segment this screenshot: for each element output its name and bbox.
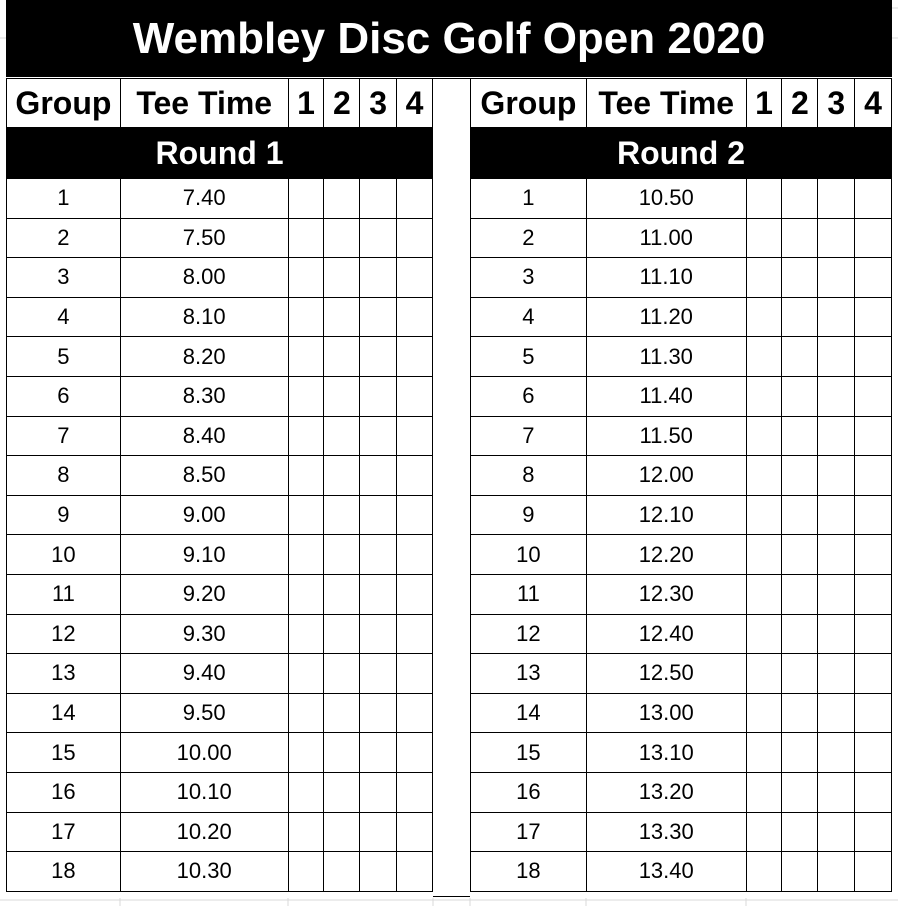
empty-cell-2[interactable] [782, 495, 818, 535]
empty-cell-2[interactable] [782, 337, 818, 377]
header-row [7, 79, 433, 128]
empty-cell-4[interactable] [855, 693, 892, 733]
tee-time: 9.40 [120, 654, 288, 694]
group-number: 1 [7, 179, 121, 219]
empty-cell-1[interactable] [746, 574, 782, 614]
table-row [7, 693, 433, 733]
table-row [471, 297, 892, 337]
tee-time: 10.20 [120, 812, 288, 852]
empty-cell-4[interactable] [397, 258, 433, 298]
header-col-1: 1 [288, 79, 324, 128]
table-row [7, 416, 433, 456]
empty-cell-2[interactable] [324, 456, 360, 496]
tee-time: 8.20 [120, 337, 288, 377]
empty-cell-4[interactable] [855, 218, 892, 258]
empty-cell-4[interactable] [855, 535, 892, 575]
empty-cell-2[interactable] [782, 376, 818, 416]
empty-cell-3[interactable] [360, 179, 397, 219]
empty-cell-1[interactable] [288, 693, 324, 733]
column-gap [433, 78, 470, 897]
table-row [471, 337, 892, 377]
empty-cell-3[interactable] [360, 218, 397, 258]
empty-cell-1[interactable] [288, 654, 324, 694]
empty-cell-4[interactable] [397, 337, 433, 377]
table-row [7, 733, 433, 773]
empty-cell-1[interactable] [746, 495, 782, 535]
group-number: 11 [7, 574, 121, 614]
group-number: 4 [471, 297, 587, 337]
group-number: 4 [7, 297, 121, 337]
table-row [471, 376, 892, 416]
empty-cell-3[interactable] [818, 693, 855, 733]
empty-cell-4[interactable] [855, 772, 892, 812]
empty-cell-2[interactable] [324, 574, 360, 614]
group-number: 8 [471, 456, 587, 496]
empty-cell-4[interactable] [855, 495, 892, 535]
empty-cell-1[interactable] [288, 772, 324, 812]
empty-cell-1[interactable] [746, 297, 782, 337]
header-col-4: 4 [397, 79, 433, 128]
tee-time: 8.40 [120, 416, 288, 456]
group-number: 15 [471, 733, 587, 773]
tee-time: 9.50 [120, 693, 288, 733]
table-row [471, 574, 892, 614]
header-col-4: 4 [855, 79, 892, 128]
empty-cell-2[interactable] [782, 574, 818, 614]
empty-cell-4[interactable] [397, 574, 433, 614]
tee-time: 9.10 [120, 535, 288, 575]
tee-time: 13.20 [586, 772, 746, 812]
empty-cell-4[interactable] [855, 574, 892, 614]
empty-cell-2[interactable] [782, 693, 818, 733]
empty-cell-4[interactable] [397, 654, 433, 694]
empty-cell-2[interactable] [324, 179, 360, 219]
empty-cell-2[interactable] [324, 218, 360, 258]
header-group: Group [471, 79, 587, 128]
empty-cell-2[interactable] [324, 258, 360, 298]
table-row [7, 258, 433, 298]
empty-cell-3[interactable] [818, 654, 855, 694]
empty-cell-1[interactable] [746, 812, 782, 852]
empty-cell-3[interactable] [360, 654, 397, 694]
group-number: 8 [7, 456, 121, 496]
empty-cell-3[interactable] [818, 179, 855, 219]
group-number: 13 [471, 654, 587, 694]
empty-cell-4[interactable] [855, 337, 892, 377]
empty-cell-1[interactable] [288, 258, 324, 298]
round-2-rows [471, 179, 892, 892]
empty-cell-1[interactable] [746, 693, 782, 733]
empty-cell-1[interactable] [288, 495, 324, 535]
empty-cell-4[interactable] [855, 297, 892, 337]
round-2-label: Round 2 [471, 128, 892, 179]
table-row [7, 297, 433, 337]
empty-cell-4[interactable] [397, 416, 433, 456]
empty-cell-1[interactable] [746, 456, 782, 496]
empty-cell-1[interactable] [288, 456, 324, 496]
empty-cell-1[interactable] [288, 218, 324, 258]
group-number: 17 [471, 812, 587, 852]
group-number: 10 [7, 535, 121, 575]
empty-cell-2[interactable] [324, 297, 360, 337]
empty-cell-4[interactable] [397, 614, 433, 654]
tee-time: 7.40 [120, 179, 288, 219]
header-col-2: 2 [324, 79, 360, 128]
empty-cell-3[interactable] [360, 495, 397, 535]
empty-cell-3[interactable] [360, 574, 397, 614]
group-number: 7 [471, 416, 587, 456]
empty-cell-4[interactable] [855, 258, 892, 298]
group-number: 3 [471, 258, 587, 298]
empty-cell-4[interactable] [397, 535, 433, 575]
group-number: 11 [471, 574, 587, 614]
empty-cell-1[interactable] [746, 614, 782, 654]
group-number: 15 [7, 733, 121, 773]
table-row [471, 614, 892, 654]
empty-cell-4[interactable] [855, 614, 892, 654]
table-row [471, 654, 892, 694]
group-number: 14 [471, 693, 587, 733]
empty-cell-3[interactable] [360, 337, 397, 377]
empty-cell-4[interactable] [397, 456, 433, 496]
table-row [7, 574, 433, 614]
group-number: 9 [471, 495, 587, 535]
round-1-rows [7, 179, 433, 892]
group-number: 13 [7, 654, 121, 694]
empty-cell-3[interactable] [818, 772, 855, 812]
empty-cell-3[interactable] [818, 218, 855, 258]
round-1-table [6, 78, 433, 892]
tee-time: 12.00 [586, 456, 746, 496]
tee-time: 13.00 [586, 693, 746, 733]
empty-cell-3[interactable] [360, 258, 397, 298]
empty-cell-2[interactable] [782, 535, 818, 575]
tee-time: 9.30 [120, 614, 288, 654]
table-row [7, 456, 433, 496]
table-row [471, 693, 892, 733]
empty-cell-3[interactable] [360, 535, 397, 575]
empty-cell-2[interactable] [324, 812, 360, 852]
empty-cell-3[interactable] [818, 258, 855, 298]
header-col-1: 1 [746, 79, 782, 128]
tee-time: 12.10 [586, 495, 746, 535]
tee-time: 12.50 [586, 654, 746, 694]
empty-cell-1[interactable] [288, 416, 324, 456]
tee-time: 8.00 [120, 258, 288, 298]
empty-cell-1[interactable] [746, 535, 782, 575]
header-group: Group [7, 79, 121, 128]
empty-cell-4[interactable] [397, 693, 433, 733]
tee-time: 13.10 [586, 733, 746, 773]
empty-cell-1[interactable] [746, 218, 782, 258]
empty-cell-2[interactable] [782, 297, 818, 337]
empty-cell-4[interactable] [397, 179, 433, 219]
empty-cell-2[interactable] [324, 693, 360, 733]
table-row [7, 812, 433, 852]
empty-cell-2[interactable] [782, 416, 818, 456]
table-row [7, 218, 433, 258]
empty-cell-2[interactable] [782, 772, 818, 812]
empty-cell-4[interactable] [855, 179, 892, 219]
empty-cell-2[interactable] [782, 733, 818, 773]
tee-time: 10.50 [586, 179, 746, 219]
table-row [471, 456, 892, 496]
empty-cell-3[interactable] [360, 297, 397, 337]
empty-cell-2[interactable] [782, 258, 818, 298]
empty-cell-3[interactable] [818, 376, 855, 416]
table-row [7, 654, 433, 694]
tee-time: 8.50 [120, 456, 288, 496]
empty-cell-3[interactable] [818, 337, 855, 377]
page-title: Wembley Disc Golf Open 2020 [6, 0, 892, 77]
empty-cell-3[interactable] [360, 456, 397, 496]
empty-cell-4[interactable] [397, 852, 433, 892]
table-row [471, 258, 892, 298]
header-tee-time: Tee Time [586, 79, 746, 128]
empty-cell-3[interactable] [360, 812, 397, 852]
table-row [471, 179, 892, 219]
empty-cell-1[interactable] [746, 376, 782, 416]
empty-cell-2[interactable] [324, 416, 360, 456]
empty-cell-3[interactable] [360, 733, 397, 773]
empty-cell-3[interactable] [818, 495, 855, 535]
group-number: 7 [7, 416, 121, 456]
empty-cell-1[interactable] [288, 337, 324, 377]
group-number: 3 [7, 258, 121, 298]
empty-cell-2[interactable] [324, 614, 360, 654]
tee-time: 10.30 [120, 852, 288, 892]
tee-time: 11.50 [586, 416, 746, 456]
group-number: 16 [7, 772, 121, 812]
group-number: 10 [471, 535, 587, 575]
tee-time: 9.00 [120, 495, 288, 535]
tee-time: 8.10 [120, 297, 288, 337]
round-1-label: Round 1 [7, 128, 433, 179]
empty-cell-4[interactable] [855, 852, 892, 892]
group-number: 6 [471, 376, 587, 416]
empty-cell-3[interactable] [360, 852, 397, 892]
round-1-panel [6, 78, 433, 892]
empty-cell-1[interactable] [288, 852, 324, 892]
empty-cell-2[interactable] [782, 812, 818, 852]
empty-cell-4[interactable] [397, 376, 433, 416]
empty-cell-2[interactable] [324, 376, 360, 416]
empty-cell-1[interactable] [288, 297, 324, 337]
empty-cell-2[interactable] [782, 614, 818, 654]
empty-cell-4[interactable] [397, 297, 433, 337]
header-row [471, 79, 892, 128]
header-col-2: 2 [782, 79, 818, 128]
table-row [7, 495, 433, 535]
tee-time: 11.40 [586, 376, 746, 416]
group-number: 12 [7, 614, 121, 654]
tee-time: 12.30 [586, 574, 746, 614]
tee-time: 9.20 [120, 574, 288, 614]
group-number: 1 [471, 179, 587, 219]
empty-cell-2[interactable] [324, 337, 360, 377]
empty-cell-4[interactable] [397, 772, 433, 812]
group-number: 12 [471, 614, 587, 654]
empty-cell-4[interactable] [397, 812, 433, 852]
tee-time: 11.30 [586, 337, 746, 377]
round-2-table [470, 78, 892, 892]
table-row [7, 614, 433, 654]
table-row [7, 535, 433, 575]
group-number: 14 [7, 693, 121, 733]
table-row [471, 416, 892, 456]
empty-cell-4[interactable] [855, 376, 892, 416]
tee-time: 13.40 [586, 852, 746, 892]
empty-cell-2[interactable] [782, 654, 818, 694]
empty-cell-1[interactable] [288, 614, 324, 654]
tee-time: 11.00 [586, 218, 746, 258]
group-number: 9 [7, 495, 121, 535]
empty-cell-1[interactable] [746, 654, 782, 694]
empty-cell-4[interactable] [855, 416, 892, 456]
table-row [7, 337, 433, 377]
header-col-3: 3 [818, 79, 855, 128]
empty-cell-4[interactable] [397, 218, 433, 258]
empty-cell-3[interactable] [360, 416, 397, 456]
tee-time: 11.10 [586, 258, 746, 298]
empty-cell-4[interactable] [397, 733, 433, 773]
tee-time: 13.30 [586, 812, 746, 852]
empty-cell-1[interactable] [288, 179, 324, 219]
empty-cell-3[interactable] [818, 456, 855, 496]
empty-cell-2[interactable] [324, 852, 360, 892]
empty-cell-4[interactable] [855, 812, 892, 852]
tee-time: 11.20 [586, 297, 746, 337]
tee-time: 10.10 [120, 772, 288, 812]
empty-cell-2[interactable] [324, 535, 360, 575]
group-number: 18 [7, 852, 121, 892]
empty-cell-2[interactable] [324, 495, 360, 535]
group-number: 6 [7, 376, 121, 416]
empty-cell-3[interactable] [818, 852, 855, 892]
empty-cell-3[interactable] [818, 614, 855, 654]
empty-cell-1[interactable] [746, 733, 782, 773]
table-row [7, 179, 433, 219]
empty-cell-2[interactable] [782, 456, 818, 496]
empty-cell-3[interactable] [818, 733, 855, 773]
table-row [471, 852, 892, 892]
empty-cell-3[interactable] [360, 693, 397, 733]
tee-time: 10.00 [120, 733, 288, 773]
empty-cell-2[interactable] [324, 772, 360, 812]
group-number: 5 [471, 337, 587, 377]
empty-cell-3[interactable] [818, 416, 855, 456]
empty-cell-3[interactable] [818, 297, 855, 337]
group-number: 17 [7, 812, 121, 852]
empty-cell-1[interactable] [746, 337, 782, 377]
empty-cell-3[interactable] [818, 535, 855, 575]
empty-cell-4[interactable] [855, 456, 892, 496]
table-row [471, 733, 892, 773]
tee-time: 12.40 [586, 614, 746, 654]
empty-cell-4[interactable] [855, 733, 892, 773]
table-row [471, 812, 892, 852]
empty-cell-1[interactable] [746, 772, 782, 812]
table-row [471, 218, 892, 258]
empty-cell-2[interactable] [782, 218, 818, 258]
empty-cell-1[interactable] [288, 733, 324, 773]
tee-time: 12.20 [586, 535, 746, 575]
group-number: 5 [7, 337, 121, 377]
table-row [7, 852, 433, 892]
empty-cell-3[interactable] [360, 614, 397, 654]
empty-cell-2[interactable] [324, 654, 360, 694]
table-row [7, 376, 433, 416]
empty-cell-1[interactable] [746, 852, 782, 892]
table-row [7, 772, 433, 812]
group-number: 18 [471, 852, 587, 892]
empty-cell-4[interactable] [397, 495, 433, 535]
empty-cell-2[interactable] [324, 733, 360, 773]
table-row [471, 495, 892, 535]
empty-cell-2[interactable] [782, 852, 818, 892]
empty-cell-3[interactable] [360, 376, 397, 416]
table-row [471, 535, 892, 575]
table-row [471, 772, 892, 812]
empty-cell-3[interactable] [818, 574, 855, 614]
empty-cell-1[interactable] [746, 179, 782, 219]
empty-cell-4[interactable] [855, 654, 892, 694]
group-number: 16 [471, 772, 587, 812]
group-number: 2 [471, 218, 587, 258]
group-number: 2 [7, 218, 121, 258]
round-2-panel [470, 78, 892, 892]
empty-cell-1[interactable] [288, 376, 324, 416]
empty-cell-1[interactable] [288, 535, 324, 575]
empty-cell-1[interactable] [288, 812, 324, 852]
tee-time: 8.30 [120, 376, 288, 416]
header-col-3: 3 [360, 79, 397, 128]
empty-cell-1[interactable] [746, 416, 782, 456]
tee-time: 7.50 [120, 218, 288, 258]
empty-cell-1[interactable] [288, 574, 324, 614]
empty-cell-3[interactable] [360, 772, 397, 812]
header-tee-time: Tee Time [120, 79, 288, 128]
empty-cell-1[interactable] [746, 258, 782, 298]
empty-cell-3[interactable] [818, 812, 855, 852]
empty-cell-2[interactable] [782, 179, 818, 219]
